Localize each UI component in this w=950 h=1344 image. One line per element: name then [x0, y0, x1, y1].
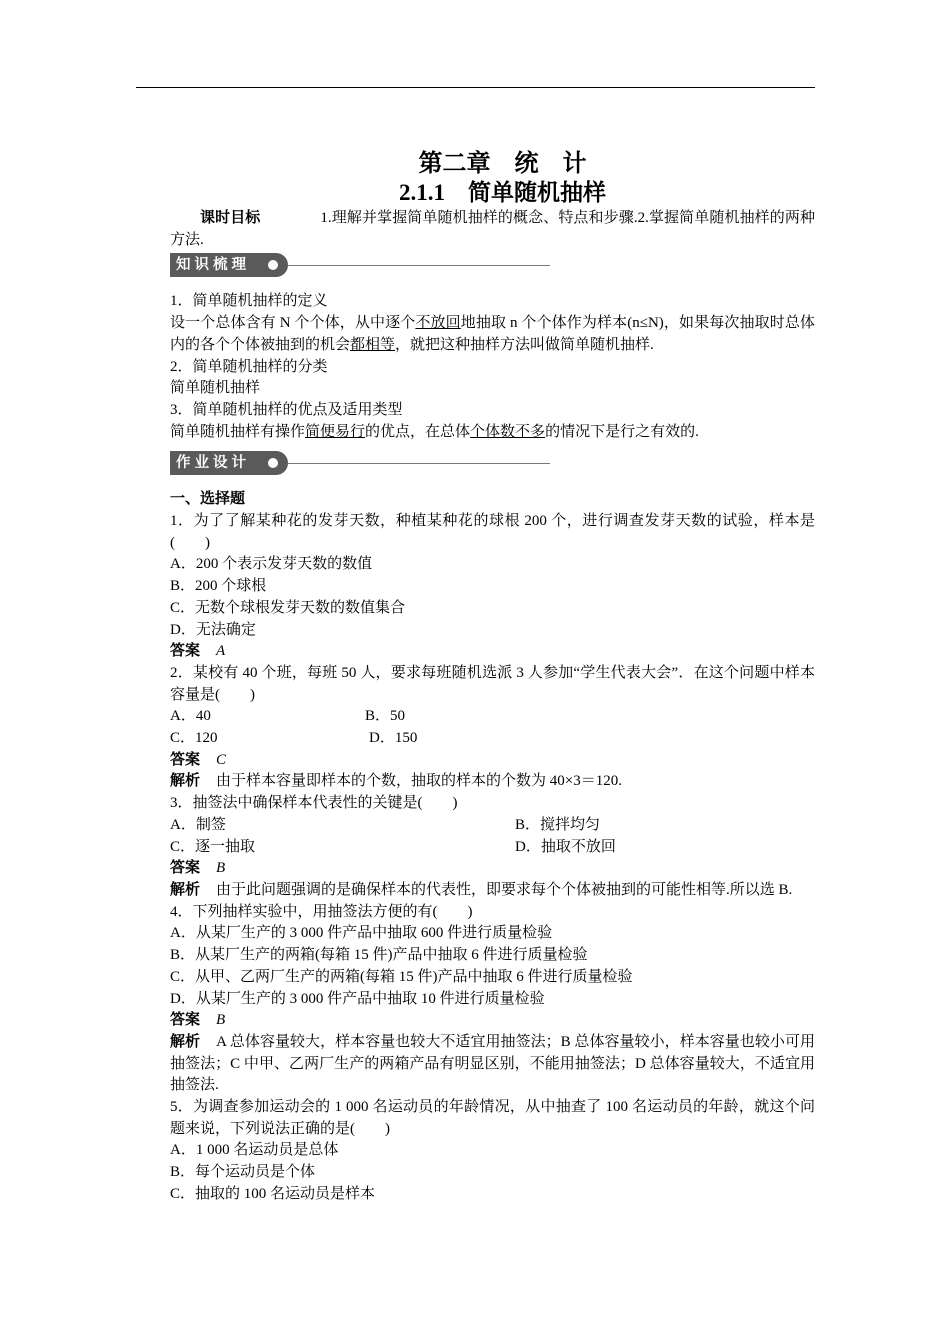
knowledge-item-1-text — [170, 313, 815, 356]
question-4-option-b: B．从某厂生产的两箱(每箱 15 件)产品中抽取 6 件进行质量检验 — [170, 947, 588, 964]
explanation-label: 解析 — [170, 773, 201, 790]
question-3-answer — [170, 858, 815, 880]
part-heading: 一、选择题 — [170, 491, 246, 508]
chapter-title: 第二章 统 计 — [418, 151, 587, 177]
blank-answer: 不放回 — [415, 315, 461, 332]
text-run: ，就把这种抽样方法叫做简单随机抽样. — [395, 336, 654, 353]
blank-answer: 简便易行 — [305, 423, 366, 440]
goal-text: 1.理解并掌握简单随机抽样的概念、特点和步骤.2.掌握简单随机抽样的两种方法. — [170, 210, 815, 248]
section-rule — [288, 463, 550, 464]
question-4-option-d: D．从某厂生产的 3 000 件产品中抽取 10 件进行质量检验 — [170, 990, 545, 1007]
section-tag-homework: 作业设计 — [170, 451, 288, 475]
question-1-answer — [170, 641, 815, 663]
question-2-answer — [170, 750, 815, 772]
question-1-option-b: B．200 个球根 — [170, 578, 267, 595]
knowledge-item-2-text: 简单随机抽样 — [170, 380, 261, 397]
answer-label: 答案 — [170, 860, 201, 877]
text-run: 的优点，在总体 — [365, 423, 471, 440]
question-3-option-b: B．搅拌均匀 — [515, 816, 601, 833]
explanation-text: 由于此问题强调的是确保样本的代表性，即要求每个个体被抽到的可能性相等.所以选 B. — [216, 881, 793, 898]
question-3-options-row-2 — [170, 837, 815, 859]
lesson-goal — [170, 208, 815, 251]
question-1-option-a: A．200 个表示发芽天数的数值 — [170, 556, 373, 573]
question-4-option-a: A．从某厂生产的 3 000 件产品中抽取 600 件进行质量检验 — [170, 925, 553, 942]
answer-value: A — [216, 643, 226, 660]
question-5-option-a: A．1 000 名运动员是总体 — [170, 1142, 339, 1159]
knowledge-item-2-title: 2．简单随机抽样的分类 — [170, 358, 328, 375]
question-3-options-row-1 — [170, 815, 815, 837]
knowledge-item-3-title: 3．简单随机抽样的优点及适用类型 — [170, 401, 403, 418]
knowledge-item-3-text — [170, 422, 815, 444]
question-1-stem: 1．为了了解某种花的发芽天数，种植某种花的球根 200 个，进行调查发芽天数的试验，样本是( ) — [170, 513, 815, 551]
question-2-option-a: A．40 — [170, 708, 211, 725]
document-body — [170, 150, 815, 1206]
blank-answer: 个体数不多 — [470, 423, 546, 440]
answer-label: 答案 — [170, 751, 201, 768]
question-2-options-row-1 — [170, 706, 815, 728]
answer-value: B — [216, 860, 226, 877]
explanation-text: 由于样本容量即样本的个数，抽取的样本的个数为 40×3＝120. — [216, 773, 622, 790]
text-run: 简单随机抽样有操作 — [170, 423, 306, 440]
question-2-option-c: C．120 — [170, 730, 218, 747]
question-5-option-c: C．抽取的 100 名运动员是样本 — [170, 1185, 376, 1202]
section-banner-homework — [170, 451, 815, 475]
explanation-label: 解析 — [170, 881, 201, 898]
blank-answer: 都相等 — [350, 336, 396, 353]
header-rule — [136, 87, 815, 88]
question-5-stem: 5．为调查参加运动会的 1 000 名运动员的年龄情况，从中抽查了 100 名运动员的年龄，就这个问题来说，下列说法正确的是( ) — [170, 1099, 815, 1137]
question-4-explanation — [170, 1032, 815, 1097]
question-3-option-d: D．抽取不放回 — [515, 838, 616, 855]
explanation-label: 解析 — [170, 1033, 201, 1050]
answer-value: C — [216, 751, 227, 768]
question-2-explanation — [170, 771, 815, 793]
section-rule — [288, 265, 550, 266]
question-2-option-d: D．150 — [369, 730, 418, 747]
section-title: 2.1.1 简单随机抽样 — [399, 180, 606, 205]
question-4-stem: 4．下列抽样实验中，用抽签法方便的有( ) — [170, 903, 473, 920]
text-run: 的情况下是行之有效的. — [545, 423, 699, 440]
question-1-option-c: C．无数个球根发芽天数的数值集合 — [170, 599, 406, 616]
answer-value: B — [216, 1012, 226, 1029]
answer-label: 答案 — [170, 1012, 201, 1029]
question-3-explanation — [170, 880, 815, 902]
goal-label: 课时目标 — [200, 210, 261, 226]
question-4-option-c: C．从甲、乙两厂生产的两箱(每箱 15 件)产品中抽取 6 件进行质量检验 — [170, 968, 633, 985]
question-3-stem: 3．抽签法中确保样本代表性的关键是( ) — [170, 795, 458, 812]
question-4-answer — [170, 1010, 815, 1032]
section-tag-knowledge: 知识梳理 — [170, 253, 288, 277]
question-1-option-d: D．无法确定 — [170, 621, 256, 638]
explanation-text: A 总体容量较大，样本容量也较大不适宜用抽签法；B 总体容量较小，样本容量也较小可用抽签法；C 中甲、乙两厂生产的两箱产品有明显区别，不能用抽签法；D 总体容量较大，不适宜用抽签法. — [170, 1033, 815, 1094]
question-3-option-a: A．制签 — [170, 816, 226, 833]
section-banner-knowledge — [170, 253, 815, 277]
knowledge-item-1-title: 1．简单随机抽样的定义 — [170, 293, 328, 310]
question-2-option-b: B．50 — [365, 708, 406, 725]
answer-label: 答案 — [170, 643, 201, 660]
question-2-stem: 2．某校有 40 个班，每班 50 人，要求每班随机选派 3 人参加“学生代表大会”．在这个问题中样本容量是( ) — [170, 664, 815, 703]
text-run: 设一个总体含有 N 个个体，从中逐个 — [170, 315, 416, 332]
question-5-option-b: B．每个运动员是个体 — [170, 1164, 316, 1181]
text-run: 地抽取 n 个个体作为样本(n≤N)，如果每次抽取时总体内的各个个体被抽到的机会 — [170, 315, 815, 353]
question-3-option-c: C．逐一抽取 — [170, 838, 256, 855]
question-2-options-row-2 — [170, 728, 815, 750]
